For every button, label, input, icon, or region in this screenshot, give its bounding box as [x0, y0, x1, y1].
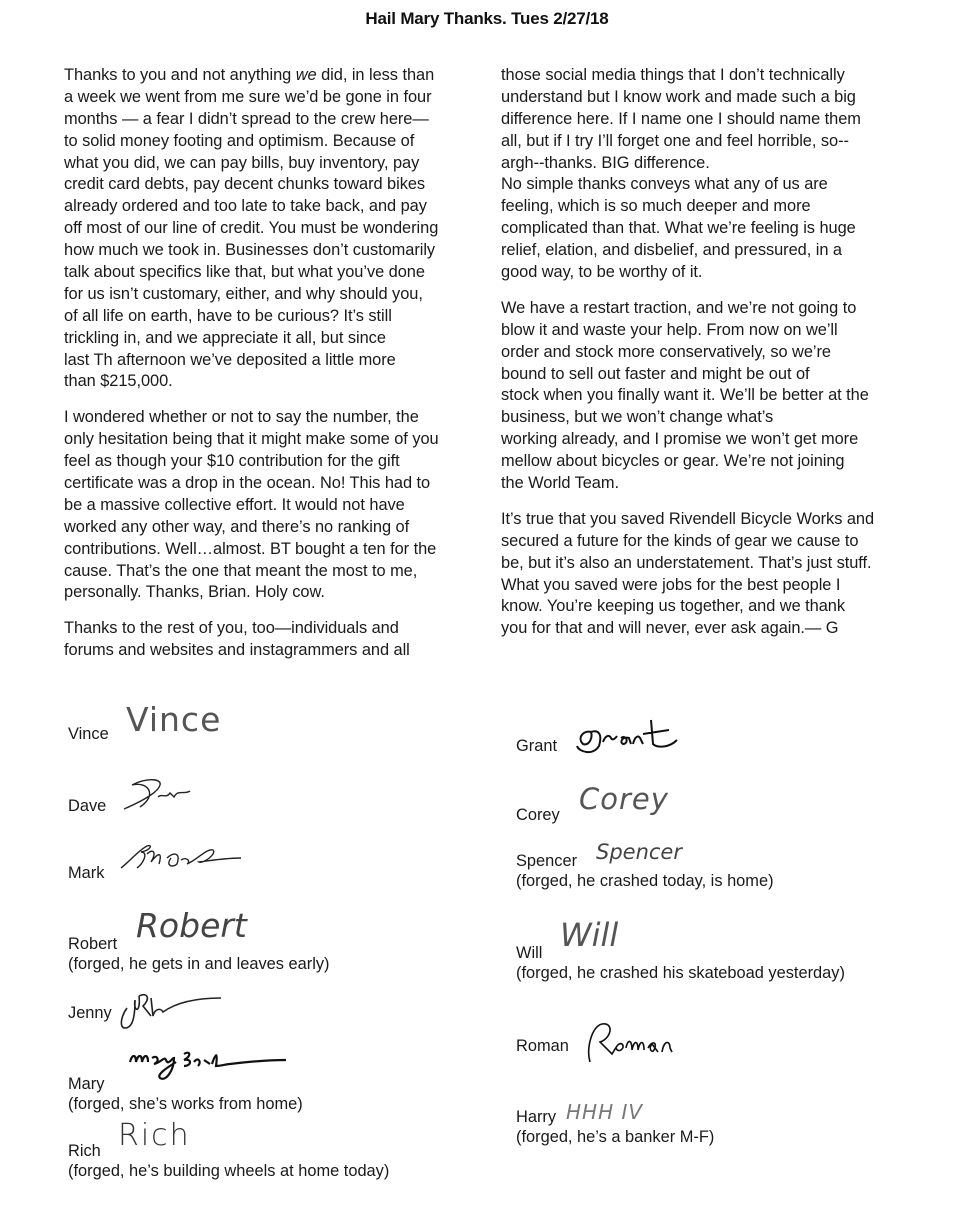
- handwritten-signature: Robert: [136, 906, 247, 945]
- signature-vince: [68, 725, 109, 744]
- signature-grant: [516, 737, 557, 756]
- text-line: feel as though your $10 contribution for the gift: [64, 452, 400, 471]
- text-line: understand but I know work and made such a big: [501, 87, 856, 106]
- paragraph-2: [64, 407, 439, 604]
- text-line: bound to sell out faster and might be out of: [501, 364, 810, 383]
- text-line: a week we went from me sure we’d be gone in four: [64, 87, 432, 106]
- text-line: complicated than that. What we’re feeling is huge: [501, 219, 856, 238]
- text-line: relief, elation, and disbelief, and pressured, in a: [501, 241, 842, 260]
- signature-rich: [68, 1142, 389, 1181]
- text-line: blow it and waste your help. From now on we’ll: [501, 320, 838, 339]
- paragraph-5: [501, 298, 874, 495]
- signer-name: Rich: [68, 1142, 101, 1160]
- text-line: working already, and I promise we won’t get more: [501, 430, 859, 449]
- handwritten-signature-grant: [573, 716, 708, 761]
- text-line: good way, to be worthy of it.: [501, 263, 703, 282]
- document-title: Hail Mary Thanks. Tues 2/27/18: [365, 9, 609, 28]
- text-line: credit card debts, pay decent chunks toward bikes: [64, 175, 426, 194]
- paragraph-3: [64, 618, 439, 662]
- signature-mark: [68, 864, 104, 883]
- text-line: to solid money footing and optimism. Because of: [64, 131, 415, 150]
- signer-name: Vince: [68, 725, 109, 743]
- paragraph-4: [501, 65, 874, 284]
- letter-right-column: [501, 65, 874, 640]
- paragraph-1: [64, 65, 439, 393]
- text-line: We have a restart traction, and we’re not going to: [501, 298, 857, 317]
- text-line: Thanks to the rest of you, too—individuals and: [64, 619, 399, 638]
- signer-name: Jenny: [68, 1004, 112, 1022]
- text-line: all, but if I try I’ll forget one and feel horrible, so--: [501, 131, 849, 150]
- text-line: than $215,000.: [64, 372, 173, 391]
- text-line: cause. That’s the one that meant the most to me,: [64, 561, 418, 580]
- handwritten-signature: Vince: [126, 700, 222, 739]
- text-line: worked any other way, and there’s no ranking of: [64, 517, 410, 536]
- signature-note: (forged, he’s building wheels at home today): [68, 1162, 390, 1180]
- handwritten-signature: Corey: [579, 782, 669, 816]
- paragraph-6: [501, 509, 874, 640]
- signature-note: (forged, she’s works from home): [68, 1095, 303, 1113]
- signer-name: Dave: [68, 797, 107, 815]
- signer-name: Harry: [516, 1108, 557, 1126]
- signer-name: Grant: [516, 737, 557, 755]
- handwritten-signature-mark: [117, 842, 247, 882]
- text-line: forums and websites and instagrammers and all: [64, 641, 410, 660]
- text-line: be, but it’s also an understatement. That’s just stuff.: [501, 553, 872, 572]
- text-line: Thanks to you and not anything we did, in less than: [64, 66, 435, 84]
- handwritten-signature-mary: [126, 1048, 296, 1088]
- text-line: difference here. If I name one I should name them: [501, 109, 861, 128]
- text-line: talk about specifics like that, but what you’ve done: [64, 263, 425, 282]
- signer-name: Corey: [516, 806, 560, 824]
- signature-note: (forged, he crashed today, is home): [516, 872, 774, 890]
- signer-name: Roman: [516, 1037, 569, 1055]
- text-line: trickling in, and we appreciate it all, but since: [64, 328, 386, 347]
- text-line: months — a fear I didn’t spread to the crew here—: [64, 109, 429, 128]
- signature-dave: [68, 797, 106, 816]
- text-line: mellow about bicycles or gear. We’re not joining: [501, 452, 845, 471]
- text-line: how much we took in. Businesses don’t customarily: [64, 241, 436, 260]
- signature-corey: [516, 806, 560, 825]
- signer-name: Mark: [68, 864, 105, 882]
- text-line: last Th afternoon we’ve deposited a little more: [64, 350, 396, 369]
- text-line: argh--thanks. BIG difference.: [501, 153, 710, 172]
- handwritten-signature-dave: [118, 775, 193, 815]
- text-line: of all life on earth, have to be curious? It’s still: [64, 306, 392, 325]
- text-line: I wondered whether or not to say the number, the: [64, 408, 419, 427]
- letter-left-column: [64, 65, 439, 662]
- signature-note: (forged, he gets in and leaves early): [68, 955, 330, 973]
- text-line: those social media things that I don’t technically: [501, 66, 845, 84]
- text-line: you for that and will never, ever ask again.— G: [501, 619, 839, 638]
- text-line: be a massive collective effort. It would not have: [64, 495, 405, 514]
- handwritten-signature-jenny: [117, 990, 227, 1032]
- text-line: contributions. Well…almost. BT bought a ten for the: [64, 539, 437, 558]
- signature-jenny: [68, 1004, 112, 1023]
- text-line: stock when you finally want it. We’ll be better at the: [501, 386, 869, 405]
- signer-name: Robert: [68, 935, 118, 953]
- text-line: feeling, which is so much deeper and more: [501, 197, 811, 216]
- text-line: only hesitation being that it might make some of you: [64, 430, 439, 449]
- text-line: off most of our line of credit. You must be wondering: [64, 219, 439, 238]
- signature-roman: [516, 1037, 569, 1056]
- text-line: No simple thanks conveys what any of us are: [501, 175, 828, 194]
- handwritten-signature: HHH IV: [566, 1100, 644, 1124]
- handwritten-signature: Rich: [118, 1118, 191, 1153]
- text-line: What you saved were jobs for the best people I: [501, 575, 841, 594]
- text-line: personally. Thanks, Brian. Holy cow.: [64, 583, 325, 602]
- signature-note: (forged, he crashed his skateboad yesterday): [516, 964, 845, 982]
- text-line: for us isn’t customary, either, and why should you,: [64, 284, 423, 303]
- signer-name: Spencer: [516, 852, 578, 870]
- handwritten-signature-roman: [582, 1018, 692, 1068]
- handwritten-signature: Spencer: [596, 840, 682, 864]
- text-line: the World Team.: [501, 474, 619, 493]
- signer-name: Will: [516, 944, 543, 962]
- text-line: already ordered and too late to take back, and pay: [64, 197, 427, 216]
- text-line: certificate was a drop in the ocean. No! This had to: [64, 474, 431, 493]
- handwritten-signature: Will: [560, 916, 619, 954]
- text-line: know. You’re keeping us together, and we thank: [501, 597, 845, 616]
- text-line: secured a future for the kinds of gear we cause to: [501, 531, 859, 550]
- signer-name: Mary: [68, 1075, 105, 1093]
- signature-note: (forged, he’s a banker M-F): [516, 1128, 715, 1146]
- text-line: what you did, we can pay bills, buy inventory, pay: [64, 153, 420, 172]
- text-line: order and stock more conservatively, so we’re: [501, 342, 831, 361]
- text-line: business, but we won’t change what’s: [501, 408, 774, 427]
- text-line: It’s true that you saved Rivendell Bicycle Works and: [501, 509, 875, 528]
